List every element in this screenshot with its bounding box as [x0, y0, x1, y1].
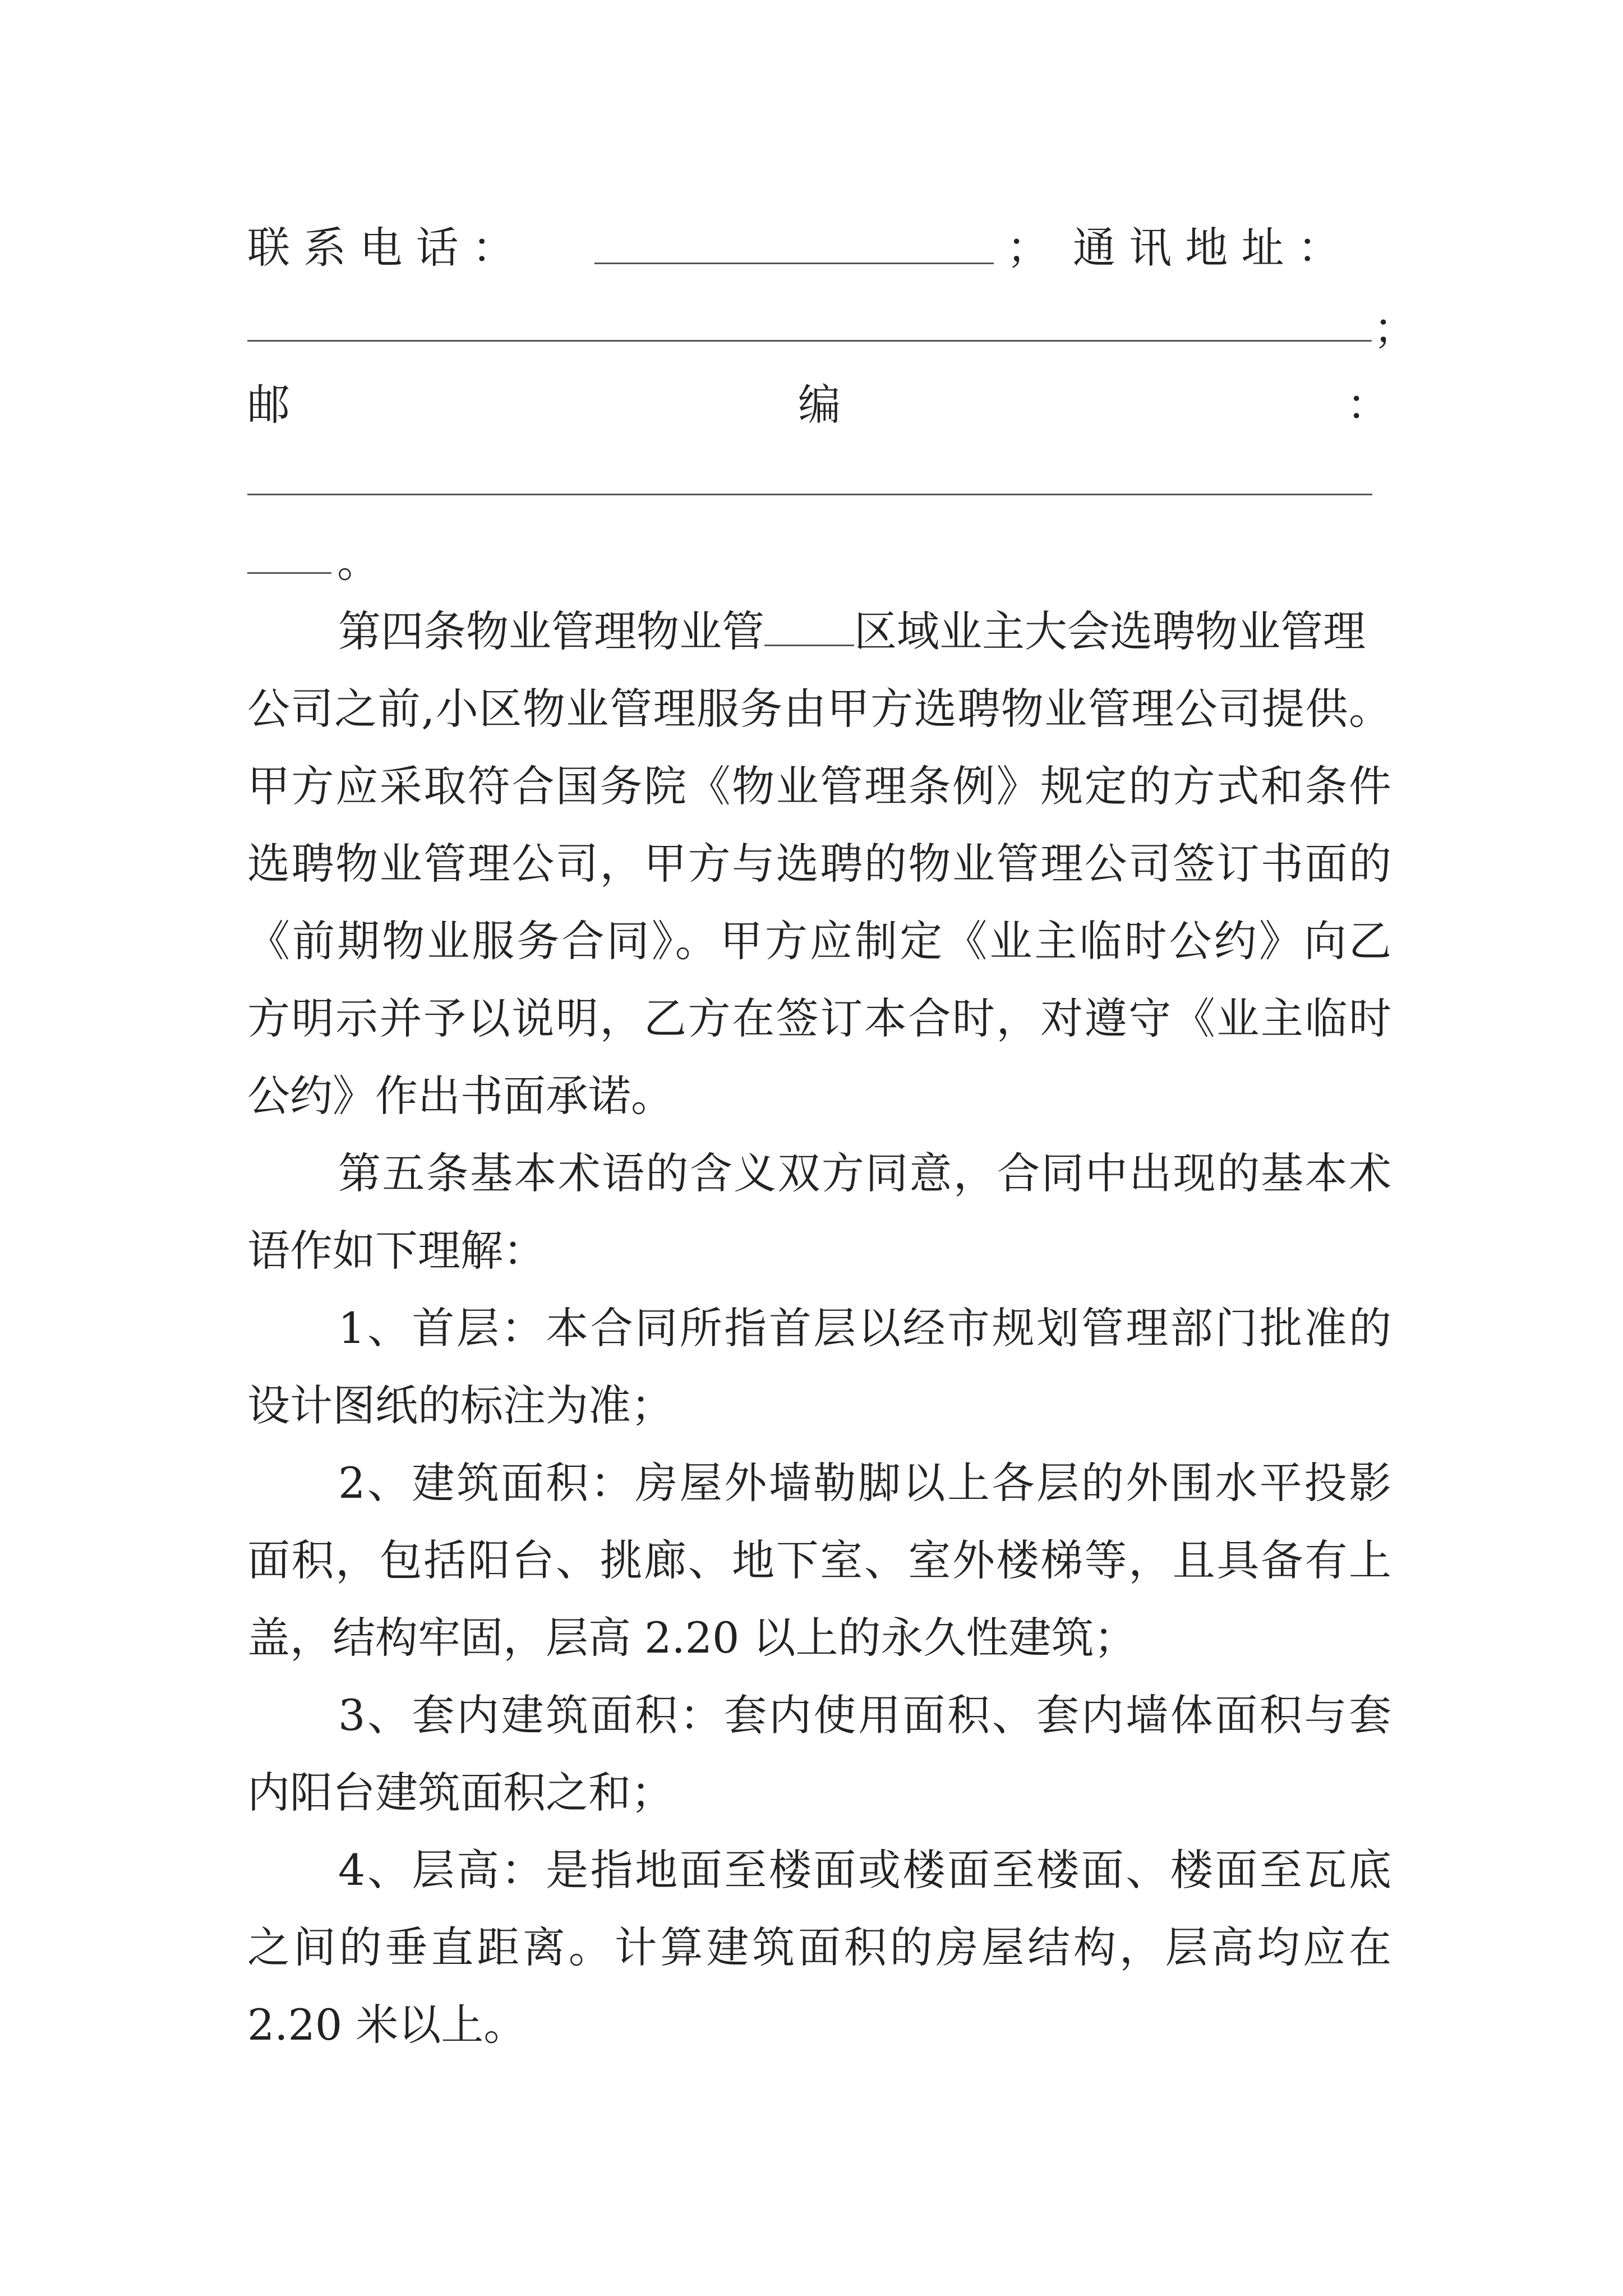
term4-line3: 2.20 米以上。 [247, 2000, 527, 2050]
postcode-blank[interactable] [247, 494, 1372, 495]
article4-line3: 甲方应采取符合国务院《物业管理条例》规定的方式和条件 [247, 761, 1391, 811]
term2-line3: 盖，结构牢固，层高 2.20 以上的永久性建筑； [247, 1613, 1137, 1663]
postcode-end: 。 [337, 537, 380, 587]
article5-line1: 第五条基本术语的含义双方同意，合同中出现的基本术 [338, 1148, 1391, 1198]
contact-row [247, 220, 1391, 276]
article4-line1-a: 第四条物业管理物业管 [338, 606, 764, 656]
article4-line4: 选聘物业管理公司，甲方与选聘的物业管理公司签订书面的 [247, 839, 1391, 889]
article4-line1-b: 区域业主大会选聘物业管理 [854, 606, 1366, 656]
article4-line1 [338, 604, 1391, 660]
article4-line2: 公司之前,小区物业管理服务由甲方选聘物业管理公司提供。 [247, 684, 1391, 734]
address-end-row [247, 301, 1416, 357]
term2-line2: 面积，包括阳台、挑廊、地下室、室外楼梯等，且具备有上 [247, 1535, 1391, 1585]
address-end: ； [1373, 303, 1416, 353]
article4-blank[interactable] [764, 611, 854, 646]
term1-line1: 1、首层：本合同所指首层以经市规划管理部门批准的 [338, 1303, 1391, 1353]
article4-line7: 公约》作出书面承诺。 [247, 1071, 674, 1121]
term4-line2: 之间的垂直距离。计算建筑面积的房屋结构，层高均应在 [247, 1922, 1391, 1972]
article4-line6: 方明示并予以说明，乙方在签订本合时，对遵守《业主临时 [247, 993, 1391, 1043]
postcode-char-2: 编 [798, 380, 841, 430]
term4-line1: 4、层高：是指地面至楼面或楼面至楼面、楼面至瓦底 [338, 1845, 1391, 1895]
term3-line2: 内阳台建筑面积之和； [247, 1768, 674, 1818]
term3-line1: 3、套内建筑面积：套内使用面积、套内墙体面积与套 [338, 1690, 1391, 1740]
postcode-row [247, 377, 1391, 433]
postcode-char-1: 邮 [247, 380, 290, 430]
phone-label: 联 系 电 话 ： [247, 223, 515, 273]
article4-line5: 《前期物业服务合同》。甲方应制定《业主临时公约》向乙 [247, 916, 1391, 966]
term1-line2: 设计图纸的标注为准； [247, 1381, 674, 1430]
postcode-end-row [247, 534, 1391, 590]
term2-line1: 2、建筑面积：房屋外墙勒脚以上各层的外围水平投影 [338, 1458, 1391, 1508]
phone-separator: ； [1007, 223, 1049, 273]
article5-line2: 语作如下理解： [247, 1226, 546, 1276]
address-label: 通 讯 地 址 ： [1073, 223, 1340, 273]
postcode-colon: ： [1347, 380, 1389, 430]
phone-blank[interactable] [594, 263, 994, 264]
